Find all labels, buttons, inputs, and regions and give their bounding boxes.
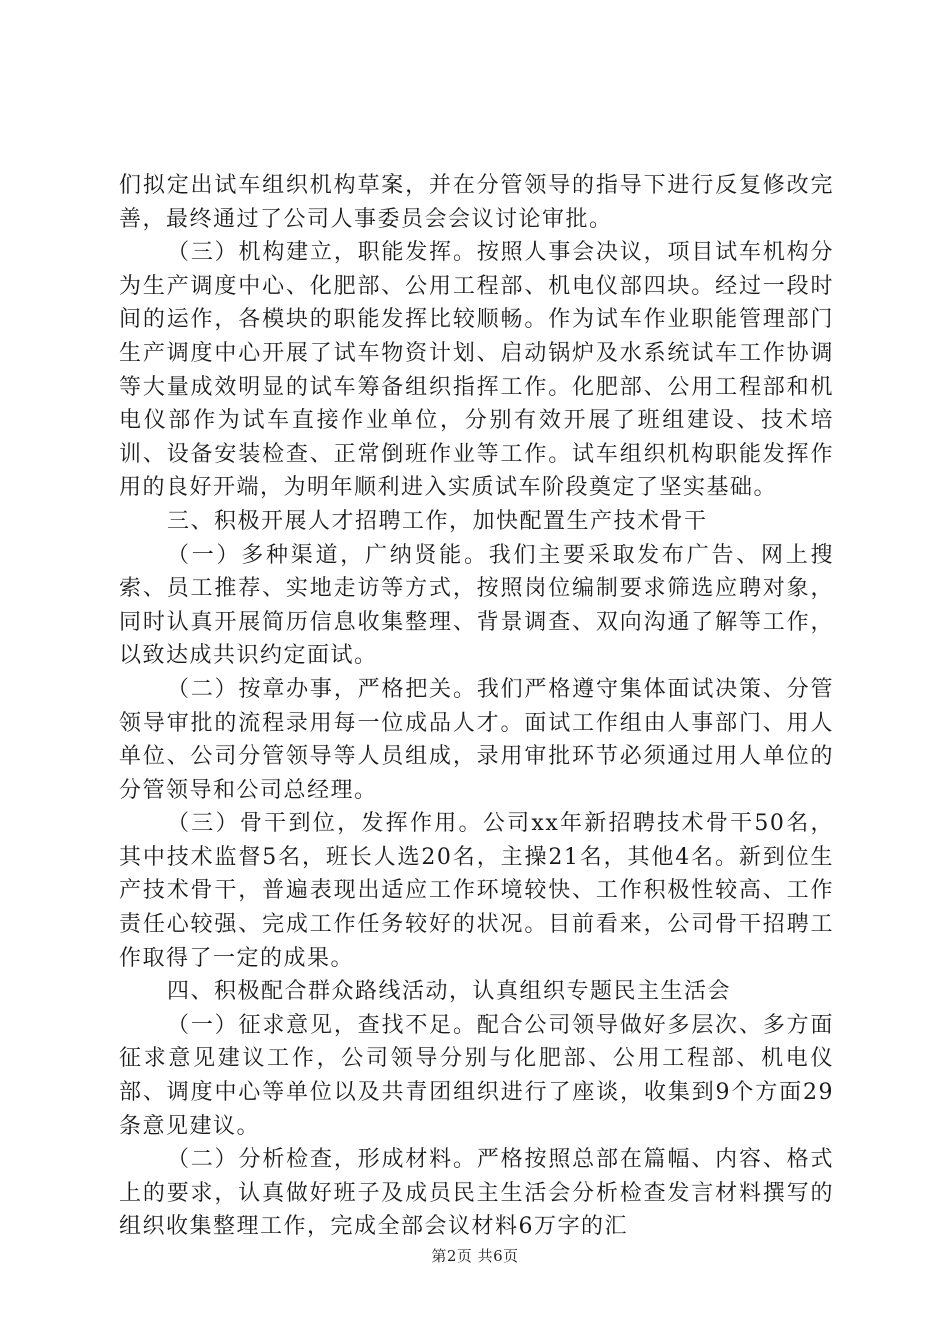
- paragraph-recruitment-results: （三）骨干到位，发挥作用。公司xx年新招聘技术骨干50名，其中技术监督5名，班长人选20名，主操21名，其他4名。新到位生产技术骨干，普遍表现出适应工作环境较快、工作积极性较高、工作责任心较强、完成工作任务较好的状况。目前看来，公司骨干招聘工作取得了一定的成果。: [119, 811, 834, 971]
- page-number-footer: 第2页 共6页: [431, 1247, 519, 1265]
- section-heading-democratic-meeting: 四、积极配合群众路线活动，认真组织专题民主生活会: [167, 979, 732, 1005]
- paragraph-recruitment-channels: （一）多种渠道，广纳贤能。我们主要采取发布广告、网上搜索、员工推荐、实地走访等方式，按照岗位编制要求筛选应聘对象，同时认真开展简历信息收集整理、背景调查、双向沟通了解等工作，以致达成共识约定面试。: [119, 542, 834, 669]
- paragraph-soliciting-opinions: （一）征求意见，查找不足。配合公司领导做好多层次、多方面征求意见建议工作，公司领导分别与化肥部、公用工程部、机电仪部、调度中心等单位以及共青团组织进行了座谈，收集到9个方面29条意见建议。: [119, 1012, 834, 1139]
- paragraph-section-3-establishment: （三）机构建立，职能发挥。按照人事会决议，项目试车机构分为生产调度中心、化肥部、公用工程部、机电仪部四块。经过一段时间的运作，各模块的职能发挥比较顺畅。作为试车作业职能管理部门生产调度中心开展了试车物资计划、启动锅炉及水系统试车工作协调等大量成效明显的试车筹备组织指挥工作。化肥部、公用工程部和机电仪部作为试车直接作业单位，分别有效开展了班组建设、技术培训、设备安装检查、正常倒班作业等工作。试车组织机构职能发挥作用的良好开端，为明年顺利进入实质试车阶段奠定了坚实基础。: [119, 240, 834, 501]
- paragraph-recruitment-rules: （二）按章办事，严格把关。我们严格遵守集体面试决策、分管领导审批的流程录用每一位成品人才。面试工作组由人事部门、用人单位、公司分管领导等人员组成，录用审批环节必须通过用人单位的分管领导和公司总经理。: [119, 676, 834, 803]
- section-heading-recruitment: 三、积极开展人才招聘工作，加快配置生产技术骨干: [167, 508, 708, 534]
- document-body: [119, 169, 834, 1244]
- paragraph-analysis-materials: （二）分析检查，形成材料。严格按照总部在篇幅、内容、格式上的要求，认真做好班子及成员民主生活会分析检查发言材料撰写的组织收集整理工作，完成全部会议材料6万字的汇: [119, 1147, 834, 1240]
- paragraph-continuation: 们拟定出试车组织机构草案，并在分管领导的指导下进行反复修改完善，最终通过了公司人事委员会会议讨论审批。: [119, 173, 834, 232]
